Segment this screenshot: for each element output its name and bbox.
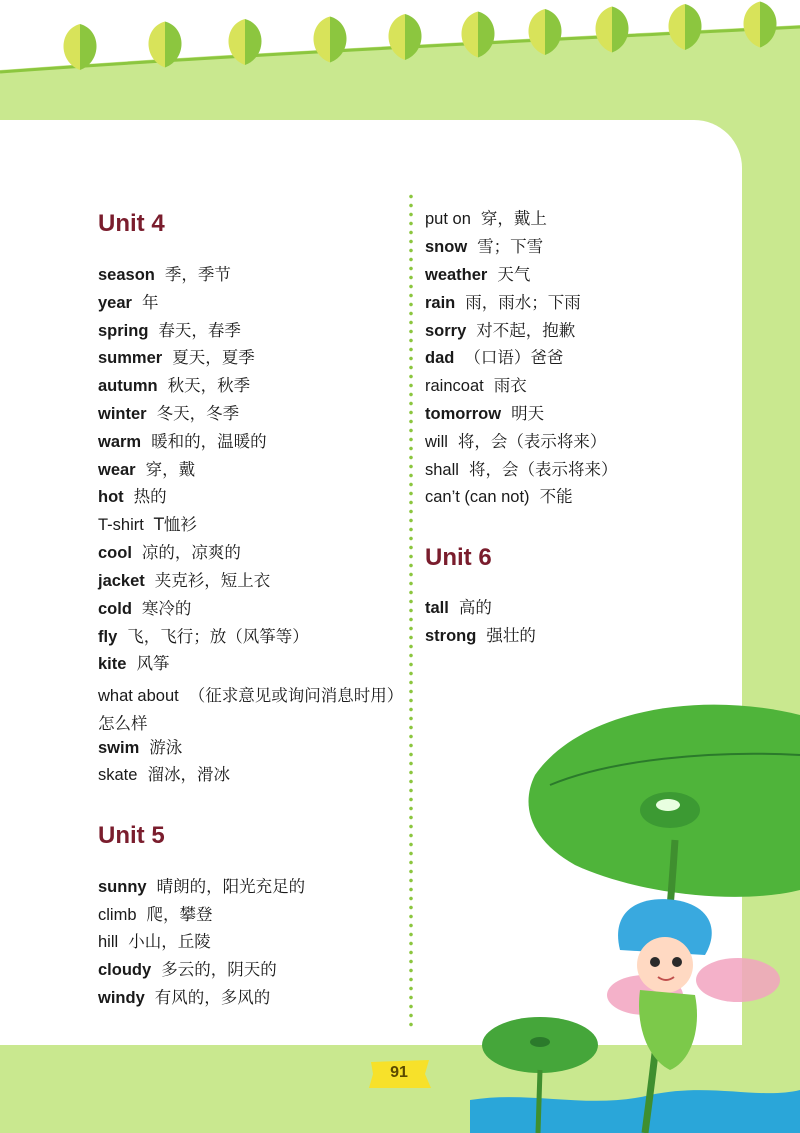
vocab-entry (98, 432, 267, 452)
vocab-word: shall (425, 461, 459, 479)
vocab-meaning: 雪；下雪 (477, 237, 544, 256)
vocab-entry (98, 627, 309, 647)
vocab-meaning: 冬天，冬季 (156, 404, 240, 423)
vocab-meaning: 年 (141, 293, 159, 312)
vocab-entry (98, 571, 270, 591)
vocab-meaning: 春天，春季 (158, 321, 241, 340)
vocab-meaning: 对不起，抱歉 (476, 321, 576, 340)
vocab-meaning: （征求意见或询问消息时用）怎么样 (98, 686, 395, 733)
vocab-word: autumn (98, 377, 158, 395)
vocab-entry (425, 209, 547, 229)
vocab-word: can’t (can not) (425, 488, 530, 506)
vocab-entry (425, 404, 544, 424)
vocab-word: swim (98, 739, 140, 757)
vocab-entry (425, 265, 530, 285)
vocab-meaning: 风筝 (136, 654, 170, 673)
unit-5-title: Unit 5 (98, 822, 165, 849)
vocab-entry (425, 487, 573, 507)
vocab-meaning: 不能 (539, 487, 573, 506)
vocab-word: fly (98, 628, 118, 646)
vocab-entry (425, 460, 617, 480)
vocab-word: jacket (98, 572, 145, 590)
vocab-entry (98, 738, 182, 758)
vocab-word: warm (98, 433, 142, 451)
vocab-word: winter (98, 405, 147, 423)
vocab-entry (98, 515, 197, 535)
vocab-entry (98, 321, 241, 341)
vocab-meaning: 游泳 (149, 738, 183, 757)
vocab-meaning: 有风的，多风的 (154, 988, 271, 1007)
vocab-entry (98, 487, 167, 507)
vocab-word: dad (425, 349, 455, 367)
vocab-meaning: （口语）爸爸 (464, 348, 564, 367)
vocab-word: T-shirt (98, 516, 144, 534)
vocab-word: rain (425, 294, 456, 312)
vocab-entry (425, 321, 575, 341)
vocab-entry (425, 348, 563, 368)
vocab-word: skate (98, 766, 138, 784)
vocab-word: hot (98, 488, 124, 506)
vocab-word: hill (98, 933, 119, 951)
vocab-entry (98, 404, 239, 424)
vocab-meaning: 寒冷的 (141, 599, 192, 618)
vocab-word: wear (98, 461, 136, 479)
vocab-entry (98, 599, 191, 619)
vocab-word: sorry (425, 322, 467, 340)
vocab-entry (98, 265, 231, 285)
vocab-word: kite (98, 655, 127, 673)
vocab-meaning: 夏天，夏季 (172, 348, 255, 367)
vocab-entry (98, 654, 169, 674)
vocab-meaning: 高的 (458, 598, 492, 617)
top-border-decoration (0, 0, 800, 120)
vocab-word: will (425, 433, 448, 451)
vocab-word: sunny (98, 878, 147, 896)
vocab-word: cold (98, 600, 132, 618)
vocab-word: cloudy (98, 961, 152, 979)
vocab-meaning: 热的 (133, 487, 167, 506)
vocab-meaning: 夹克衫，短上衣 (154, 571, 271, 590)
vocab-entry (98, 765, 230, 785)
vocab-meaning: 小山，丘陵 (128, 932, 211, 951)
vocab-entry (98, 932, 211, 952)
vocab-word: year (98, 294, 132, 312)
vocab-word: spring (98, 322, 149, 340)
vocab-entry (425, 293, 581, 313)
vocab-word: raincoat (425, 377, 484, 395)
vocab-meaning: 晴朗的，阳光充足的 (156, 877, 306, 896)
vocab-meaning: 雨，雨水；下雨 (465, 293, 581, 312)
vocab-entry (98, 960, 277, 980)
unit-6-title: Unit 6 (425, 544, 492, 571)
vocab-meaning: 天气 (497, 265, 531, 284)
page-number: 91 (390, 1064, 408, 1081)
vocab-meaning: 将，会（表示将来） (457, 432, 607, 451)
vocab-word: windy (98, 989, 145, 1007)
column-divider (409, 192, 413, 1030)
vocab-word: weather (425, 266, 488, 284)
vocab-meaning: 秋天，秋季 (167, 376, 251, 395)
vocab-meaning: 爬，攀登 (146, 905, 213, 924)
vocab-meaning: 穿，戴上 (480, 209, 547, 228)
vocab-word: tall (425, 599, 449, 617)
vocab-meaning: T恤衫 (153, 515, 197, 534)
unit-4-title: Unit 4 (98, 210, 165, 237)
vocab-meaning: 多云的，阴天的 (161, 960, 277, 979)
vocab-entry (98, 682, 398, 738)
vocab-entry (425, 432, 606, 452)
vocab-meaning: 强壮的 (486, 626, 536, 645)
vocab-entry (98, 988, 270, 1008)
vocab-word: cool (98, 544, 132, 562)
vocab-entry (425, 598, 492, 618)
vocab-meaning: 飞，飞行；放（风筝等） (127, 627, 309, 646)
vocab-word: strong (425, 627, 477, 645)
vocab-word: put on (425, 210, 471, 228)
vocab-meaning: 穿，戴 (145, 460, 196, 479)
vocab-meaning: 将，会（表示将来） (468, 460, 618, 479)
fairy-with-lotus-leaf-illustration (470, 690, 800, 1133)
fairy-icon (607, 899, 780, 1070)
vocab-word: what about (98, 687, 179, 705)
vocab-meaning: 明天 (511, 404, 545, 423)
vocab-word: summer (98, 349, 163, 367)
vocab-entry (425, 626, 536, 646)
vocab-word: snow (425, 238, 468, 256)
vocab-entry (98, 293, 158, 313)
vocab-meaning: 溜冰，滑冰 (147, 765, 230, 784)
vocab-meaning: 季，季节 (164, 265, 231, 284)
vocab-entry (425, 237, 543, 257)
vocab-meaning: 暖和的，温暖的 (151, 432, 267, 451)
vocab-entry (98, 877, 305, 897)
vocab-entry (98, 905, 213, 925)
vocab-entry (98, 460, 195, 480)
vocab-word: season (98, 266, 155, 284)
vocab-entry (98, 543, 241, 563)
vocab-entry (98, 376, 250, 396)
vocab-entry (425, 376, 527, 396)
vocab-meaning: 雨衣 (493, 376, 527, 395)
vocab-entry (98, 348, 255, 368)
vocab-meaning: 凉的，凉爽的 (141, 543, 241, 562)
vocab-word: tomorrow (425, 405, 502, 423)
vocab-word: climb (98, 906, 137, 924)
